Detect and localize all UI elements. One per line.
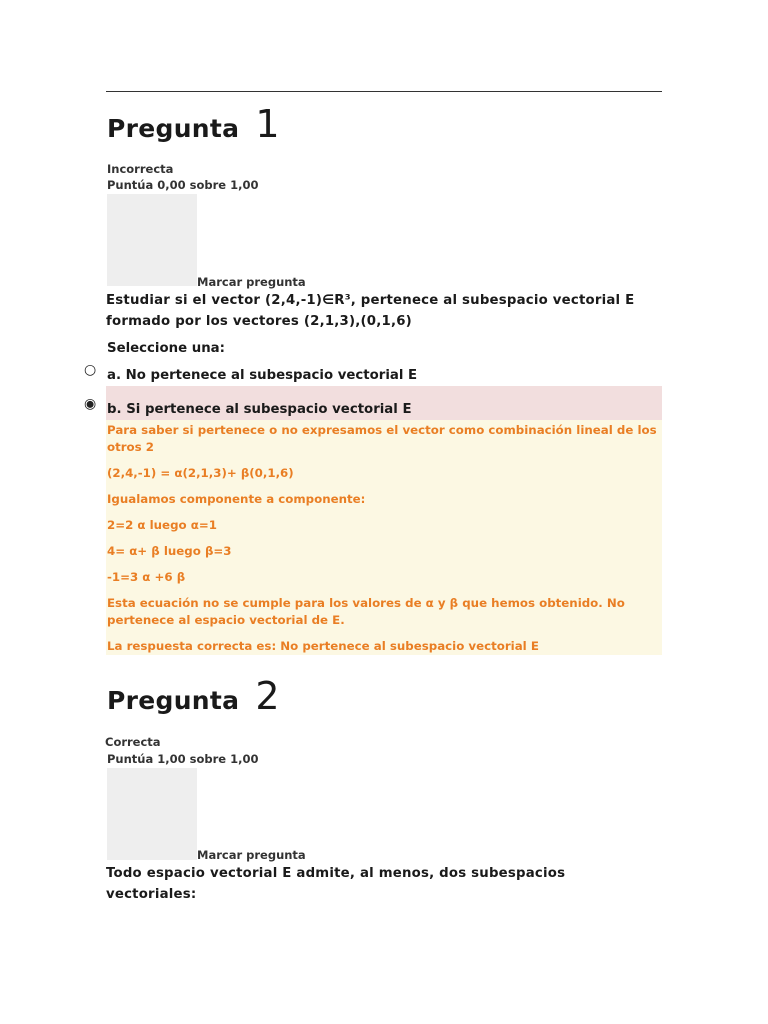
question-text: [106, 290, 666, 332]
radio-unselected-icon[interactable]: ○: [84, 362, 97, 378]
answer-prompt: Seleccione una:: [107, 341, 225, 356]
question-text-line: Estudiar si el vector (2,4,-1)∈R³, pertenece al subespacio vectorial E: [106, 293, 635, 308]
flag-question-link[interactable]: Marcar pregunta: [197, 275, 306, 289]
flag-question-link[interactable]: Marcar pregunta: [197, 848, 306, 862]
feedback-step-heading: Igualamos componente a componente:: [107, 492, 366, 506]
question-grade: Puntúa 1,00 sobre 1,00: [107, 752, 259, 766]
question-text: [106, 863, 666, 905]
answer-option-b[interactable]: b. Si pertenece al subespacio vectorial E: [107, 402, 412, 417]
question-2-heading: [107, 674, 280, 718]
feedback-step: 4= α+ β luego β=3: [107, 544, 232, 558]
flag-question-box[interactable]: [107, 768, 197, 860]
flag-question-box[interactable]: [107, 194, 197, 286]
question-grade: Puntúa 0,00 sobre 1,00: [107, 178, 259, 192]
feedback-intro: Para saber si pertenece o no expresamos el vector como combinación lineal de los otros 2: [107, 423, 657, 454]
question-label: Pregunta: [107, 114, 240, 143]
answer-option-a[interactable]: a. No pertenece al subespacio vectorial E: [107, 368, 418, 383]
correct-answer-text: La respuesta correcta es: No pertenece al subespacio vectorial E: [107, 639, 539, 653]
question-label: Pregunta: [107, 686, 240, 715]
question-state: Incorrecta: [107, 162, 174, 176]
question-number: 1: [255, 102, 280, 146]
feedback-equation: (2,4,-1) = α(2,1,3)+ β(0,1,6): [107, 466, 294, 480]
feedback-step: -1=3 α +6 β: [107, 570, 186, 584]
question-1-heading: [107, 102, 280, 146]
question-text-line: vectoriales:: [106, 887, 197, 902]
question-text-line: Todo espacio vectorial E admite, al menos, dos subespacios: [106, 866, 566, 881]
question-state: Correcta: [105, 735, 161, 749]
radio-selected-icon[interactable]: ◉: [84, 396, 97, 412]
feedback-conclusion: Esta ecuación no se cumple para los valores de α y β que hemos obtenido. No pertenece al espacio vectorial de E.: [107, 596, 625, 627]
question-number: 2: [255, 674, 280, 718]
question-text-line: formado por los vectores (2,1,3),(0,1,6): [106, 314, 412, 329]
top-divider: [106, 91, 662, 92]
feedback-step: 2=2 α luego α=1: [107, 518, 217, 532]
